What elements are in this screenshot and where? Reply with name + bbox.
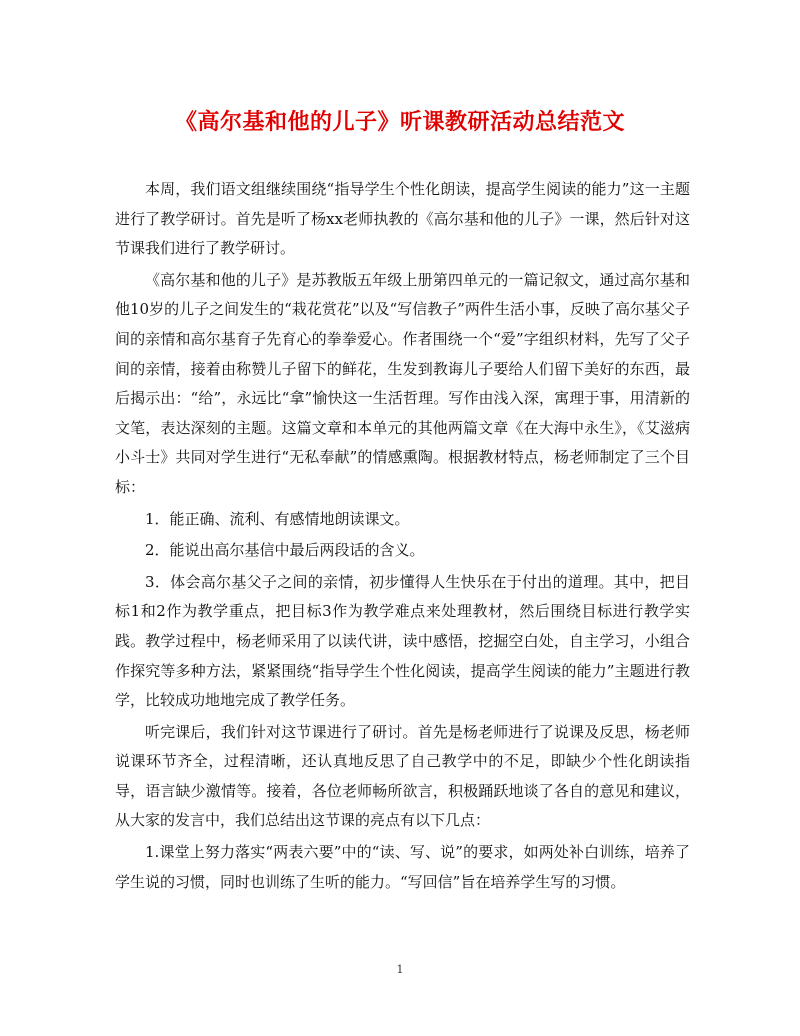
page-number: 1 [396,963,404,976]
paragraph-intro: 本周，我们语文组继续围绕“指导学生个性化朗读，提高学生阅读的能力”这一主题进行了教学研讨。首先是听了杨xx老师执教的《高尔基和他的儿子》一课，然后针对这节课我们进行了教学研讨。 [115,180,690,258]
paragraph-goal-3: 3．体会高尔基父子之间的亲情，初步懂得人生快乐在于付出的道理。其中，把目标1和2作为教学重点，把目标3作为教学难点来处理教材，然后围绕目标进行教学实践。教学过程中，杨老师采用了以读代讲，读中感悟，挖掘空白处，自主学习，小组合作探究等多种方法，紧紧围绕“指导学生个性化阅读，提高学生阅读的能力”主题进行教学，比较成功地地完成了教学任务。 [115,572,690,710]
paragraph-text-analysis: 《高尔基和他的儿子》是苏教版五年级上册第四单元的一篇记叙文，通过高尔基和他10岁的儿子之间发生的“栽花赏花”以及“写信教子”两件生活小事，反映了高尔基父子间的亲情和高尔基育子先育心的拳拳爱心。作者围绕一个“爱”字组织材料，先写了父子间的亲情，接着由称赞儿子留下的鲜花，生发到教诲儿子要给人们留下美好的东西，最后揭示出：“给”，永远比“拿”愉快这一生活哲理。写作由浅入深，寓理于事，用清新的文笔，表达深刻的主题。这篇文章和本单元的其他两篇文章《在大海中永生》，《艾滋病小斗士》共同对学生进行“无私奉献”的情感熏陶。根据教材特点，杨老师制定了三个目标： [115,270,690,496]
paragraph-goal-1: 1．能正确、流利、有感情地朗读课文。 [145,509,410,528]
document-body [115,175,690,899]
paragraph-discussion: 听完课后，我们针对这节课进行了研讨。首先是杨老师进行了说课及反思，杨老师说课环节齐全，过程清晰，还认真地反思了自己教学中的不足，即缺少个性化朗读指导，语言缺少激情等。接着，各位老师畅所欲言，积极踊跃地谈了各自的意见和建议，从大家的发言中，我们总结出这节课的亮点有以下几点： [115,722,690,830]
paragraph-highlight-1: 1.课堂上努力落实“两表六要”中的“读、写、说”的要求，如两处补白训练，培养了学生说的习惯，同时也训练了生听的能力。“写回信”旨在培养学生写的习惯。 [115,843,690,891]
document-title: 《高尔基和他的儿子》听课教研活动总结范文 [174,109,625,135]
paragraph-goal-2: 2．能说出高尔基信中最后两段话的含义。 [145,541,425,560]
